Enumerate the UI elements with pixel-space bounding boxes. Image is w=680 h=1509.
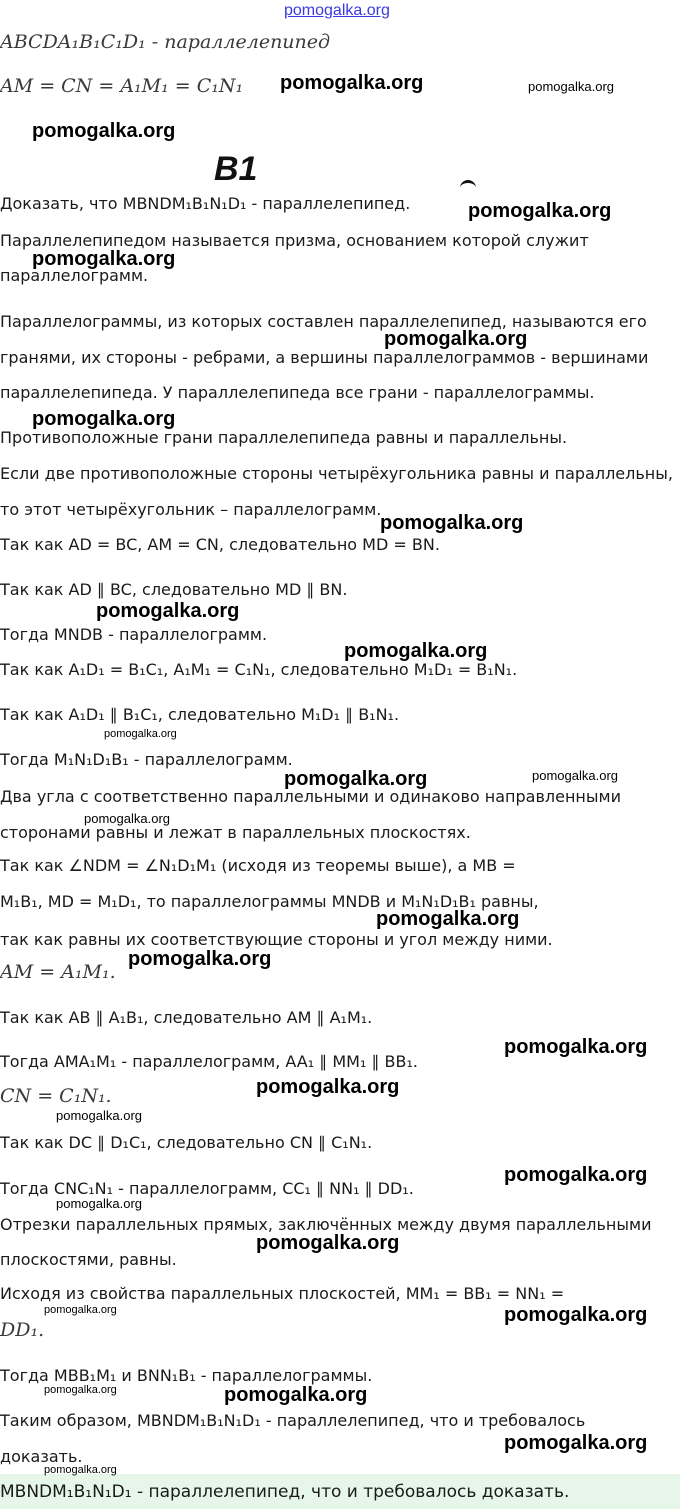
text-line: Так как DC ∥ D₁C₁, следовательно CN ∥ C₁N₁. <box>0 1133 373 1152</box>
watermark: pomogalka.org <box>32 408 176 430</box>
watermark: pomogalka.org <box>376 908 520 930</box>
watermark: pomogalka.org <box>344 640 488 662</box>
site-link[interactable]: pomogalka.org <box>284 2 390 19</box>
text-line: Параллелограммы, из которых составлен параллелепипед, называются его <box>0 312 647 331</box>
watermark: pomogalka.org <box>284 768 428 790</box>
text-line: Доказать, что MBNDM₁B₁N₁D₁ - параллелепипед. <box>0 194 411 213</box>
text-line: Тогда MBB₁M₁ и BNN₁B₁ - параллелограммы. <box>0 1366 373 1385</box>
watermark: pomogalka.org <box>256 1076 400 1098</box>
watermark: pomogalka.org <box>528 79 614 94</box>
watermark: pomogalka.org <box>504 1304 648 1326</box>
text-line: параллелепипеда. У параллелепипеда все грани - параллелограммы. <box>0 383 595 402</box>
watermark: pomogalka.org <box>280 72 424 94</box>
text-line: Так как ∠NDM = ∠N₁D₁M₁ (исходя из теоремы выше), а MB = <box>0 856 516 875</box>
text-line: так как равны их соответствующие стороны и угол между ними. <box>0 930 553 949</box>
text-line: M₁B₁, MD = M₁D₁, то параллелограммы MNDB и M₁N₁D₁B₁ равны, <box>0 892 539 911</box>
watermark: pomogalka.org <box>32 120 176 142</box>
text-line: CN = C₁N₁. <box>0 1085 112 1107</box>
text-line: Тогда MNDB - параллелограмм. <box>0 625 268 644</box>
text-line: плоскостями, равны. <box>0 1250 177 1269</box>
figure-fragment <box>460 180 476 189</box>
watermark: pomogalka.org <box>224 1384 368 1406</box>
figure-label: B1 <box>214 150 258 188</box>
text-line: Тогда CNC₁N₁ - параллелограмм, CC₁ ∥ NN₁ ∥ DD₁. <box>0 1179 414 1198</box>
answer-box <box>0 1474 680 1509</box>
text-line: Тогда M₁N₁D₁B₁ - параллелограмм. <box>0 750 293 769</box>
watermark: pomogalka.org <box>380 512 524 534</box>
given-line-2: AM = CN = A₁M₁ = C₁N₁ <box>0 75 244 97</box>
text-line: Противоположные грани параллелепипеда равны и параллельны. <box>0 428 568 447</box>
text-line: параллелограмм. <box>0 266 149 285</box>
watermark: pomogalka.org <box>56 1196 142 1211</box>
watermark: pomogalka.org <box>44 1304 117 1316</box>
text-line: DD₁. <box>0 1319 45 1341</box>
watermark: pomogalka.org <box>32 248 176 270</box>
text-line: Так как AD = BC, AM = CN, следовательно MD = BN. <box>0 535 440 554</box>
watermark: pomogalka.org <box>384 328 528 350</box>
text-line: Исходя из свойства параллельных плоскостей, MM₁ = BB₁ = NN₁ = <box>0 1284 565 1303</box>
watermark: pomogalka.org <box>256 1232 400 1254</box>
watermark: pomogalka.org <box>44 1384 117 1396</box>
watermark: pomogalka.org <box>104 728 177 740</box>
watermark: pomogalka.org <box>96 600 240 622</box>
answer-text: MBNDM₁B₁N₁D₁ - параллелепипед, что и требовалось доказать. <box>0 1482 570 1502</box>
watermark: pomogalka.org <box>56 1108 142 1123</box>
watermark: pomogalka.org <box>84 811 170 826</box>
watermark: pomogalka.org <box>532 768 618 783</box>
text-line: Параллелепипедом называется призма, основанием которой служит <box>0 231 589 250</box>
watermark: pomogalka.org <box>504 1036 648 1058</box>
watermark: pomogalka.org <box>468 200 612 222</box>
text-line: Если две противоположные стороны четырёхугольника равны и параллельны, <box>0 464 673 483</box>
text-line: Два угла с соответственно параллельными и одинаково направленными <box>0 787 621 806</box>
text-line: Тогда AMA₁M₁ - параллелограмм, AA₁ ∥ MM₁ ∥ BB₁. <box>0 1052 418 1071</box>
text-line: Так как AD ∥ BC, следовательно MD ∥ BN. <box>0 580 348 599</box>
text-line: AM = A₁M₁. <box>0 961 116 983</box>
text-line: Так как AB ∥ A₁B₁, следовательно AM ∥ A₁M₁. <box>0 1008 373 1027</box>
text-line: гранями, их стороны - ребрами, а вершины параллелограммов - вершинами <box>0 348 649 367</box>
given-line-1: ABCDA₁B₁C₁D₁ - параллелепипед <box>0 31 331 53</box>
text-line: Отрезки параллельных прямых, заключённых между двумя параллельными <box>0 1215 652 1234</box>
text-line: доказать. <box>0 1447 83 1466</box>
text-line: Так как A₁D₁ = B₁C₁, A₁M₁ = C₁N₁, следовательно M₁D₁ = B₁N₁. <box>0 660 518 679</box>
text-line: Так как A₁D₁ ∥ B₁C₁, следовательно M₁D₁ ∥ B₁N₁. <box>0 705 400 724</box>
watermark: pomogalka.org <box>44 1464 117 1476</box>
text-line: сторонами равны и лежат в параллельных плоскостях. <box>0 823 471 842</box>
watermark: pomogalka.org <box>504 1164 648 1186</box>
text-line: то этот четырёхугольник – параллелограмм. <box>0 500 382 519</box>
text-line: Таким образом, MBNDM₁B₁N₁D₁ - параллелепипед, что и требовалось <box>0 1411 586 1430</box>
watermark: pomogalka.org <box>128 948 272 970</box>
watermark: pomogalka.org <box>504 1432 648 1454</box>
